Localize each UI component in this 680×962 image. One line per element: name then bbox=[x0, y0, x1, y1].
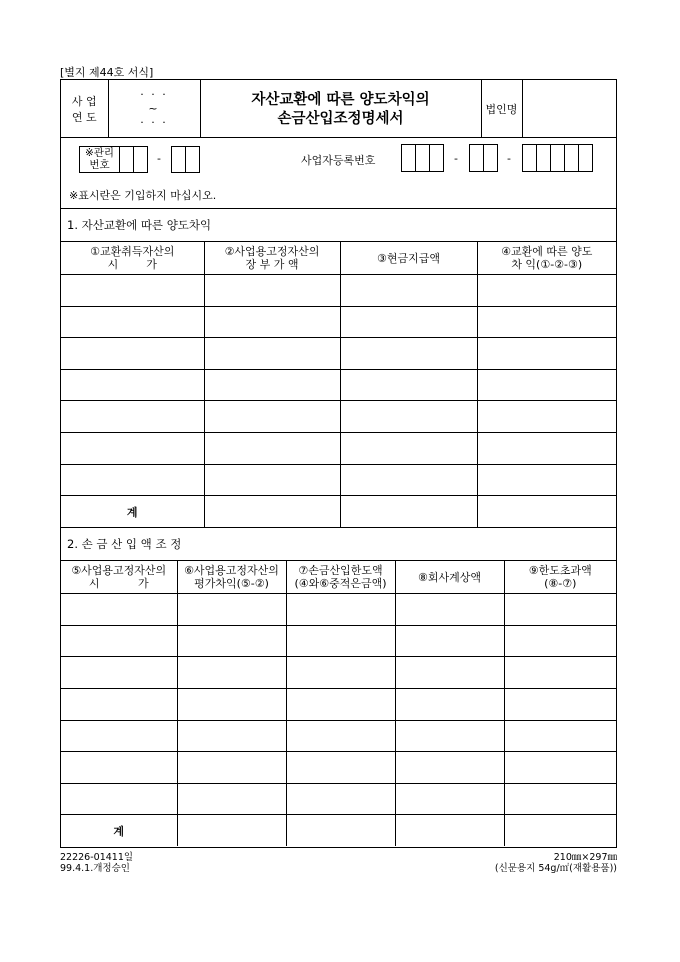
s2-col-8-header: ⑧회사계상액 bbox=[395, 561, 504, 594]
table-row bbox=[61, 657, 616, 689]
document-title: 자산교환에 따른 양도차익의 손금산입조정명세서 bbox=[200, 80, 481, 138]
business-year-dates[interactable]: · · · ~ · · · bbox=[108, 80, 200, 138]
table-row bbox=[61, 306, 616, 338]
table-row bbox=[61, 369, 616, 401]
mgmt-no-dash: - bbox=[157, 152, 161, 165]
table-row bbox=[61, 720, 616, 752]
header-table bbox=[61, 80, 616, 138]
s1-col-2-header: ②사업용고정자산의 장 부 가 액 bbox=[204, 242, 340, 275]
biz-reg-boxes-2[interactable] bbox=[469, 144, 497, 172]
table-row bbox=[61, 464, 616, 496]
section2-total-row bbox=[61, 815, 616, 847]
mgmt-no-label: ※관리 번호 bbox=[79, 146, 120, 173]
table-row bbox=[61, 688, 616, 720]
s1-col-4-header: ④교환에 따른 양도 차 익(①-②-③) bbox=[477, 242, 616, 275]
mgmt-note: ※표시란은 기입하지 마십시오. bbox=[69, 189, 217, 202]
paper-size: 210㎜×297㎜ bbox=[553, 852, 617, 863]
form-label: [별지 제44호 서식] bbox=[60, 66, 154, 79]
table-row bbox=[61, 625, 616, 657]
corp-name-field[interactable] bbox=[522, 80, 616, 138]
section1-title: 1. 자산교환에 따른 양도차익 bbox=[61, 209, 616, 242]
s1-col-1-header: ①교환취득자산의 시 가 bbox=[61, 242, 204, 275]
approval-date: 99.4.1.개정승인 bbox=[60, 863, 130, 874]
business-year-label: 사 업 연 도 bbox=[61, 80, 108, 138]
footer-left bbox=[60, 852, 133, 874]
table-row bbox=[61, 432, 616, 464]
biz-reg-boxes-1[interactable] bbox=[401, 144, 443, 172]
paper-type: (신문용지 54g/㎡(재활용품)) bbox=[494, 863, 617, 874]
mgmt-no-boxes-2[interactable] bbox=[171, 146, 199, 173]
table-row bbox=[61, 275, 616, 307]
biz-reg-dash-2: - bbox=[507, 152, 511, 165]
s1-col-3-header: ③현금지급액 bbox=[340, 242, 477, 275]
biz-reg-boxes-3[interactable] bbox=[522, 144, 592, 172]
section2-title: 2. 손 금 산 입 액 조 정 bbox=[61, 528, 616, 561]
s2-col-5-header: ⑤사업용고정자산의 시 가 bbox=[61, 561, 177, 594]
table-row bbox=[61, 594, 616, 626]
section1-total-row bbox=[61, 496, 616, 528]
biz-reg-label: 사업자등록번호 bbox=[301, 154, 376, 167]
section1-total-label: 계 bbox=[61, 496, 204, 528]
s2-col-7-header: ⑦손금산입한도액 (④와⑥중적은금액) bbox=[286, 561, 395, 594]
table-row bbox=[61, 783, 616, 815]
corp-name-label: 법인명 bbox=[481, 80, 522, 138]
footer-right bbox=[430, 852, 617, 874]
form-frame bbox=[60, 79, 617, 848]
mgmt-no-boxes-1[interactable] bbox=[119, 146, 147, 173]
s2-col-6-header: ⑥사업용고정자산의 평가차익(⑤-②) bbox=[177, 561, 286, 594]
table-row bbox=[61, 401, 616, 433]
section2-total-label: 계 bbox=[61, 815, 177, 847]
s2-col-9-header: ⑨한도초과액 (⑧-⑦) bbox=[504, 561, 616, 594]
form-code: 22226-01411일 bbox=[60, 852, 134, 863]
section2-table bbox=[61, 528, 616, 846]
section1-table bbox=[61, 209, 616, 528]
table-row bbox=[61, 338, 616, 370]
table-row bbox=[61, 752, 616, 784]
management-section bbox=[61, 138, 616, 209]
biz-reg-dash-1: - bbox=[454, 152, 458, 165]
